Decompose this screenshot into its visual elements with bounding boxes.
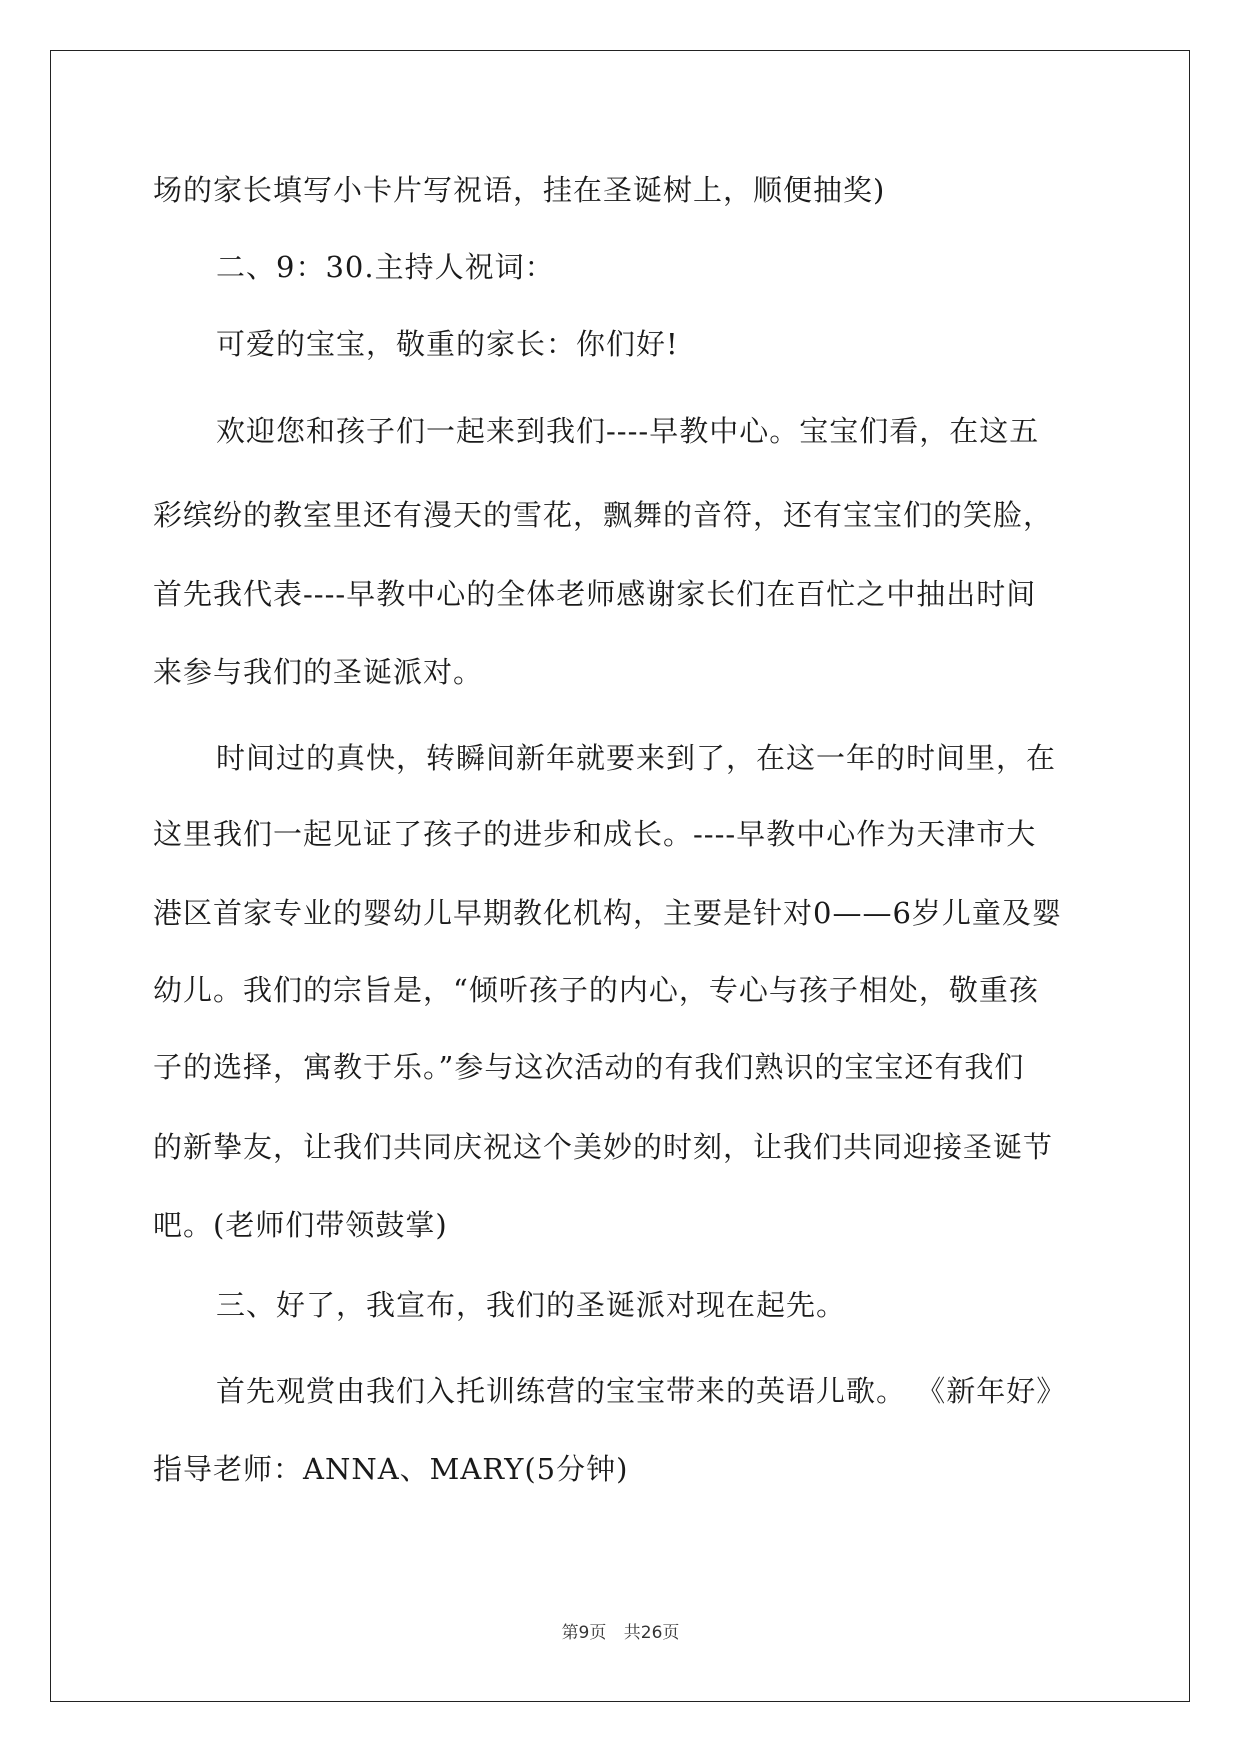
text-line: 的新挚友，让我们共同庆祝这个美妙的时刻，让我们共同迎接圣诞节 bbox=[153, 1130, 1054, 1164]
text-line: 彩缤纷的教室里还有漫天的雪花，飘舞的音符，还有宝宝们的笑脸， bbox=[153, 498, 1054, 532]
page-footer bbox=[0, 1618, 1241, 1643]
page-total: 共26页 bbox=[623, 1623, 680, 1643]
text-line: 时间过的真快，转瞬间新年就要来到了，在这一年的时间里，在 bbox=[216, 741, 1057, 775]
text-line: 可爱的宝宝，敬重的家长：你们好! bbox=[216, 327, 679, 361]
text-line: 港区首家专业的婴幼儿早期教化机构，主要是针对0——6岁儿童及婴 bbox=[153, 896, 1062, 930]
text-line: 首先观赏由我们入托训练营的宝宝带来的英语儿歌。 《新年好》 bbox=[216, 1374, 1067, 1408]
text-line: 场的家长填写小卡片写祝语，挂在圣诞树上，顺便抽奖) bbox=[153, 173, 886, 207]
page-number: 第9页 bbox=[561, 1623, 607, 1643]
text-line: 首先我代表----早教中心的全体老师感谢家长们在百忙之中抽出时间 bbox=[153, 577, 1037, 611]
text-line: 吧。(老师们带领鼓掌) bbox=[153, 1208, 448, 1242]
text-line: 指导老师：ANNA、MARY(5分钟) bbox=[153, 1452, 629, 1486]
text-line: 来参与我们的圣诞派对。 bbox=[153, 655, 484, 689]
text-line: 这里我们一起见证了孩子的进步和成长。----早教中心作为天津市大 bbox=[153, 817, 1037, 851]
text-line: 幼儿。我们的宗旨是，“倾听孩子的内心，专心与孩子相处，敬重孩 bbox=[153, 973, 1039, 1007]
section-heading-3: 三、好了，我宣布，我们的圣诞派对现在起先。 bbox=[216, 1288, 847, 1322]
text-line: 子的选择，寓教于乐。”参与这次活动的有我们熟识的宝宝还有我们 bbox=[153, 1050, 1025, 1084]
section-heading-2: 二、9：30.主持人祝词： bbox=[216, 250, 555, 284]
text-line: 欢迎您和孩子们一起来到我们----早教中心。宝宝们看，在这五 bbox=[216, 414, 1040, 448]
